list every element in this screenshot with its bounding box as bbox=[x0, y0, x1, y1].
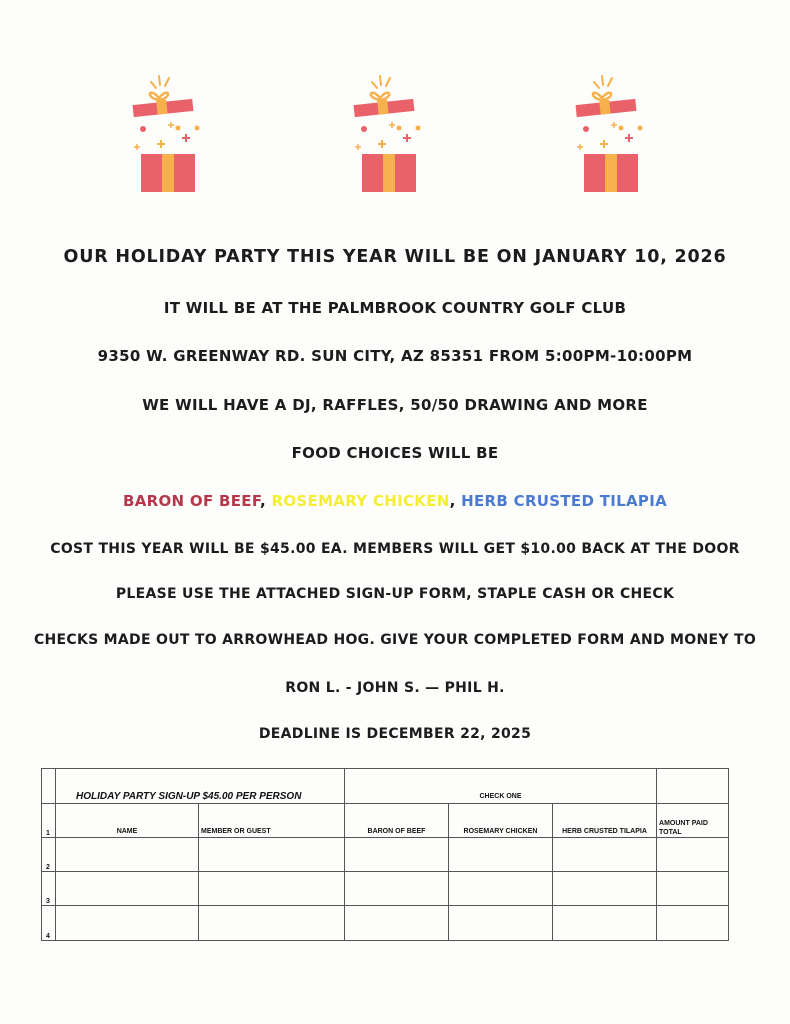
entertainment-line: WE WILL HAVE A DJ, RAFFLES, 50/50 DRAWING AND MORE bbox=[142, 396, 648, 414]
gift-icon bbox=[574, 72, 654, 194]
payment-instruction-line: CHECKS MADE OUT TO ARROWHEAD HOG. GIVE YOUR COMPLETED FORM AND MONEY TO bbox=[33, 632, 757, 648]
food-option-tilapia: HERB CRUSTED TILAPIA bbox=[461, 492, 668, 510]
food-choices-line: FOOD CHOICES WILL BE bbox=[291, 444, 499, 462]
row-number: 1 bbox=[42, 804, 56, 838]
herb-crusted-tilapia-cell[interactable] bbox=[553, 906, 657, 941]
column-header-rosemary-chicken: ROSEMARY CHICKEN bbox=[449, 804, 553, 838]
deadline-line: DEADLINE IS DECEMBER 22, 2025 bbox=[258, 726, 532, 742]
cost-line: COST THIS YEAR WILL BE $45.00 EA. MEMBERS WILL GET $10.00 BACK AT THE DOOR bbox=[50, 541, 740, 557]
gift-icon bbox=[131, 72, 211, 194]
table-row bbox=[42, 872, 729, 906]
baron-of-beef-cell[interactable] bbox=[345, 838, 449, 872]
contacts-line: RON L. - JOHN S. — PHIL H. bbox=[285, 680, 505, 696]
row-number: 4 bbox=[42, 906, 56, 941]
rosemary-chicken-cell[interactable] bbox=[449, 838, 553, 872]
rosemary-chicken-cell[interactable] bbox=[449, 872, 553, 906]
food-options-line bbox=[0, 492, 790, 510]
name-cell[interactable] bbox=[56, 872, 199, 906]
table-row bbox=[42, 838, 729, 872]
row-number: 2 bbox=[42, 838, 56, 872]
baron-of-beef-cell[interactable] bbox=[345, 906, 449, 941]
gift-icon bbox=[352, 72, 432, 194]
check-one-label: CHECK ONE bbox=[345, 769, 657, 804]
address-time-line: 9350 W. GREENWAY RD. SUN CITY, AZ 85351 FROM 5:00PM-10:00PM bbox=[97, 347, 693, 365]
column-header-name: NAME bbox=[56, 804, 199, 838]
member-or-guest-cell[interactable] bbox=[199, 906, 345, 941]
column-header-herb-crusted-tilapia: HERB CRUSTED TILAPIA bbox=[553, 804, 657, 838]
food-separator: , bbox=[449, 492, 462, 510]
herb-crusted-tilapia-cell[interactable] bbox=[553, 872, 657, 906]
column-header-member-or-guest: MEMBER OR GUEST bbox=[199, 804, 345, 838]
member-or-guest-cell[interactable] bbox=[199, 838, 345, 872]
herb-crusted-tilapia-cell[interactable] bbox=[553, 838, 657, 872]
form-title: HOLIDAY PARTY SIGN-UP $45.00 PER PERSON bbox=[56, 769, 345, 804]
form-corner-cell bbox=[42, 769, 56, 804]
party-date-heading: OUR HOLIDAY PARTY THIS YEAR WILL BE ON JANUARY 10, 2026 bbox=[63, 247, 727, 267]
food-separator: , bbox=[260, 492, 272, 510]
name-cell[interactable] bbox=[56, 906, 199, 941]
table-row bbox=[42, 906, 729, 941]
food-option-chicken: ROSEMARY CHICKEN bbox=[271, 492, 450, 510]
amount-paid-cell[interactable] bbox=[657, 838, 729, 872]
member-or-guest-cell[interactable] bbox=[199, 872, 345, 906]
rosemary-chicken-cell[interactable] bbox=[449, 906, 553, 941]
venue-line: IT WILL BE AT THE PALMBROOK COUNTRY GOLF CLUB bbox=[163, 299, 627, 317]
signup-form-table bbox=[41, 768, 729, 941]
food-option-beef: BARON OF BEEF bbox=[122, 492, 260, 510]
signup-instruction-line: PLEASE USE THE ATTACHED SIGN-UP FORM, STAPLE CASH OR CHECK bbox=[115, 586, 675, 602]
form-title-row bbox=[42, 769, 729, 804]
form-header-row bbox=[42, 804, 729, 838]
amount-paid-cell[interactable] bbox=[657, 872, 729, 906]
name-cell[interactable] bbox=[56, 838, 199, 872]
row-number: 3 bbox=[42, 872, 56, 906]
column-header-amount-paid-total: AMOUNT PAID TOTAL bbox=[657, 804, 729, 838]
column-header-baron-of-beef: BARON OF BEEF bbox=[345, 804, 449, 838]
form-corner-cell bbox=[657, 769, 729, 804]
amount-paid-cell[interactable] bbox=[657, 906, 729, 941]
baron-of-beef-cell[interactable] bbox=[345, 872, 449, 906]
